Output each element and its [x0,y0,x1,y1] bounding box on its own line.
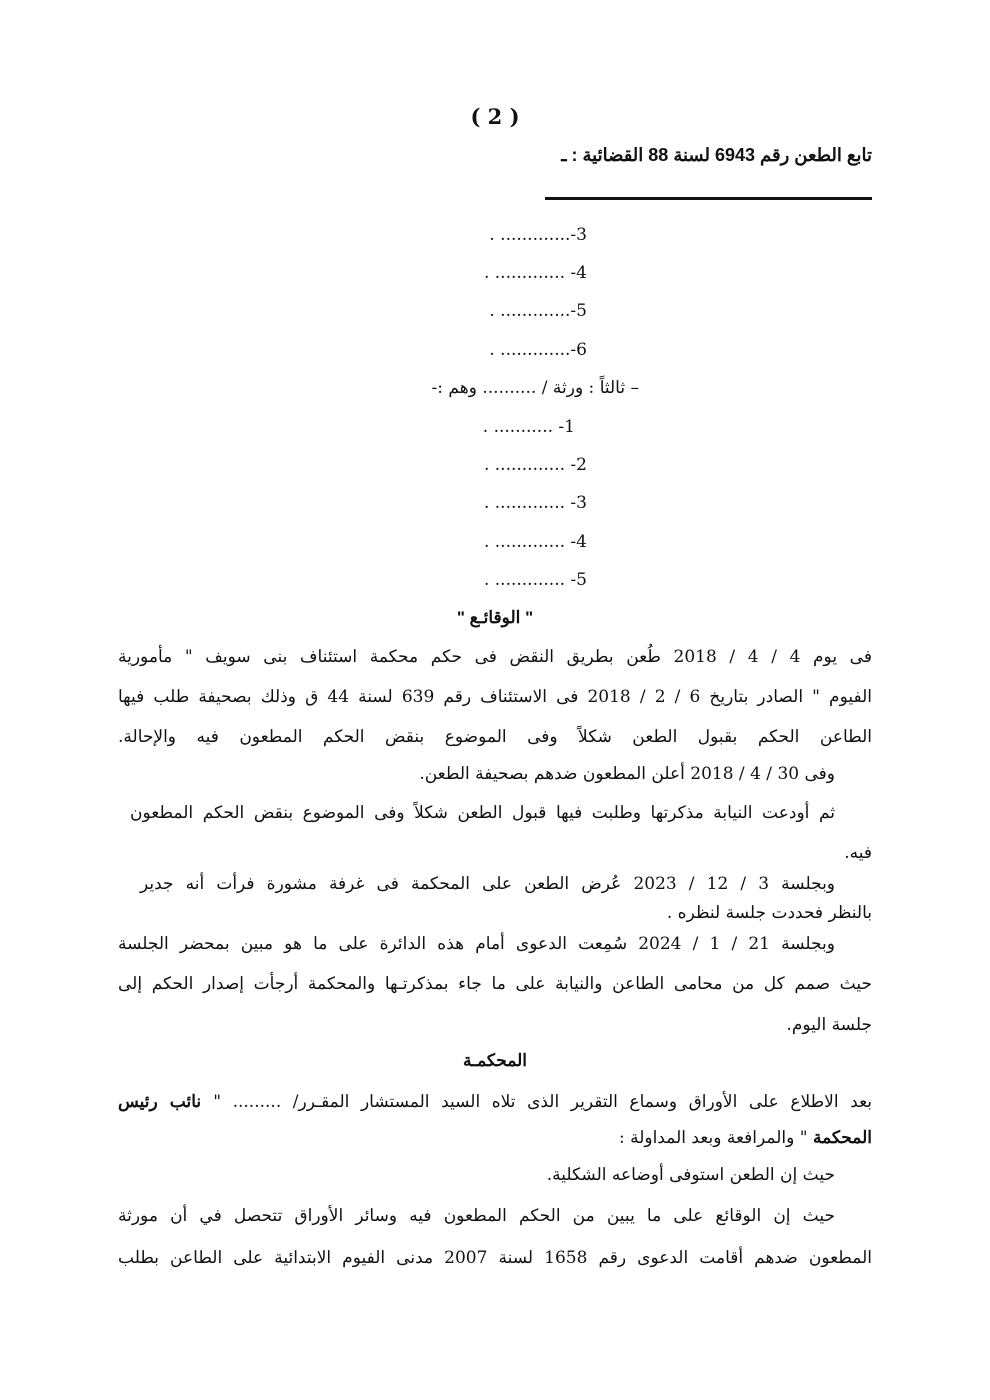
court-line [118,1092,872,1112]
page-number: ( 2 ) [470,104,520,129]
facts-line: ثم أودعت النيابة مذكرتها وطلبت فيها قبول الطعن شكلاً وفى الموضوع بنقض الحكم المطعون [130,803,835,823]
facts-line: وبجلسة 21 / 1 / 2024 سُمِعت الدعوى أمام هذه الدائرة على ما هو مبين بمحضر الجلسة [118,934,835,954]
list-item: 3- ............. . [483,493,587,513]
court-line-bold: نائب رئيس [118,1092,214,1112]
court-line-bold: المحكمة [812,1128,872,1148]
facts-line: فى يوم 4 / 4 / 2018 طُعن بطريق النقض فى حكم محكمة استئناف بنى سويف " مأمورية [118,647,872,667]
reason-line: المطعون ضدهم أقامت الدعوى رقم 1658 لسنة 2007 مدنى الفيوم الابتدائية على الطاعن بطلب [118,1248,872,1268]
case-header: تابع الطعن رقم 6943 لسنة 88 القضائية : ـ [561,145,872,165]
court-line [118,1128,872,1148]
court-line-text: بعد الاطلاع على الأوراق وسماع التقرير الذى تلاه السيد المستشار المقـرر/ ......... " [213,1092,873,1112]
list-item: 5- ............. . [483,570,587,590]
court-title: المحكمـة [462,1051,527,1070]
facts-line: بالنظر فحددت جلسة لنظره . [666,903,872,923]
list-item: 4- ............. . [483,532,587,552]
facts-line: وبجلسة 3 / 12 / 2023 عُرض الطعن على المحكمة فى غرفة مشورة فرأت أنه جدير [140,874,836,894]
reason-line: حيث إن الوقائع على ما يبين من الحكم المطعون فيه وسائر الأوراق تتحصل في أن مورثة [118,1206,835,1226]
list-item: 4- ............. . [483,263,587,283]
list-item: 2- ............. . [483,455,587,475]
facts-line: الفيوم " الصادر بتاريخ 6 / 2 / 2018 فى الاستئناف رقم 639 لسنة 44 ق وذلك بصحيفة طلب فيها [118,687,872,707]
list-item: 3-............. . [489,225,587,245]
heirs-heading: – ثالثاً : ورثة / .......... وهم :- [431,378,639,398]
facts-line: وفى 30 / 4 / 2018 أعلن المطعون ضدهم بصحيفة الطعن. [419,764,835,784]
facts-line: فيه. [844,843,872,863]
header-rule [545,197,872,200]
list-item: 5-............. . [489,301,587,321]
list-item: 1- ........... . [482,417,575,437]
facts-line: جلسة اليوم. [786,1015,872,1035]
facts-line: الطاعن الحكم بقبول الطعن شكلاً وفى الموضوع بنقض الحكم المطعون فيه والإحالة. [118,727,872,747]
facts-line: حيث صمم كل من محامى الطاعن والنيابة على ما جاء بمذكرتـها والمحكمة أرجأت إصدار الحكم إلى [118,974,872,994]
court-line-text: " والمرافعة وبعد المداولة : [618,1128,813,1148]
list-item: 6-............. . [489,340,587,360]
facts-title: " الوقائـع " [456,608,534,627]
reason-line: حيث إن الطعن استوفى أوضاعه الشكلية. [546,1165,835,1185]
